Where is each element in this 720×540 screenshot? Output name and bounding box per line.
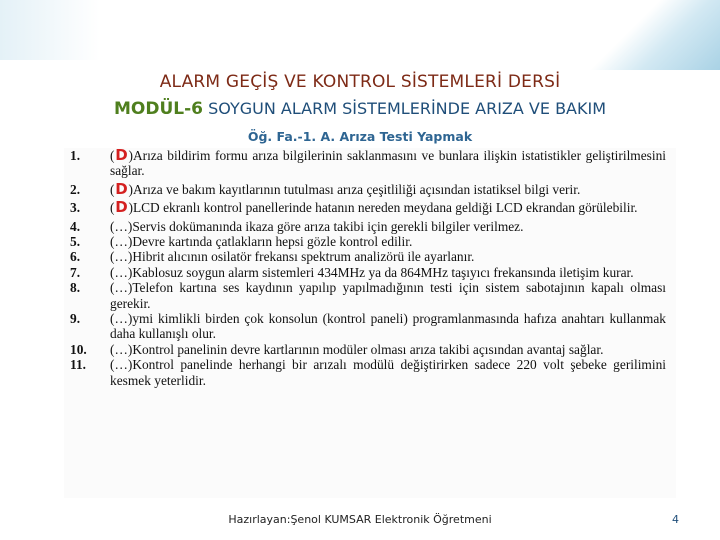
question-text: Telefon kartına ses kaydının yapılıp yapılmadığının testi için sistem sabotajının kapalı olması gerekir. (110, 280, 666, 311)
answer-mark: D (115, 146, 128, 164)
header-decoration-left (0, 0, 100, 60)
answer-bracket-open: (…) (110, 280, 133, 296)
question-number: 8. (70, 280, 81, 296)
question-text: Hibrit alıcının osilatör frekansı spektrum analizörü ile ayarlanır. (132, 249, 475, 265)
answer-bracket-open: (…) (110, 341, 133, 357)
question-number: 2. (70, 181, 81, 197)
question-text: Kablosuz soygun alarm sistemleri 434MHz ya da 864MHz taşıyıcı frekansında iletişim kurar. (132, 264, 634, 280)
question-item (64, 342, 676, 357)
answer-bracket-open: (…) (110, 357, 133, 373)
question-text: Servis dokümanında ikaza göre arıza takibi için gerekli bilgiler verilmez. (132, 218, 524, 234)
section-title: Öğ. Fa.-1. A. Arıza Testi Yapmak (247, 129, 473, 144)
question-list (64, 148, 676, 498)
question-text: ymi kimlikli birden çok konsolun (kontrol paneli) programlanmasında hafıza anahtarı kullanmak daha kullanışlı olur. (110, 311, 666, 342)
question-text: Kontrol panelinde herhangi bir arızalı modülü değiştirirken sadece 220 volt şebeke gerilimini kesmek yeterlidir. (110, 357, 666, 388)
question-item (64, 219, 676, 234)
header-decoration-corner (590, 0, 720, 70)
question-item (64, 311, 676, 342)
question-number: 1. (70, 148, 81, 163)
module-title: SOYGUN ALARM SİSTEMLERİNDE ARIZA VE BAKIM (208, 99, 606, 118)
question-item (64, 265, 676, 280)
question-item (64, 179, 676, 198)
question-text: LCD ekranlı kontrol panellerinde hatanın nereden meydana geldiği LCD ekrandan görülebilir. (132, 200, 638, 216)
course-title: ALARM GEÇİŞ VE KONTROL SİSTEMLERİ DERSİ (159, 72, 561, 92)
answer-bracket-open: (…) (110, 264, 133, 280)
answer-bracket-close: ) (128, 200, 133, 216)
question-number: 9. (70, 311, 81, 327)
answer-bracket-open: (…) (110, 218, 133, 234)
question-text: Devre kartında çatlakların hepsi gözle kontrol edilir. (132, 234, 413, 250)
question-item (64, 200, 676, 215)
question-item (64, 234, 676, 249)
answer-bracket-open: ( (110, 148, 115, 163)
answer-bracket-close: ) (128, 181, 133, 197)
question-number: 3. (70, 200, 81, 216)
answer-bracket-open: (…) (110, 234, 133, 250)
module-label: MODÜL-6 (113, 99, 203, 119)
question-number: 10. (70, 341, 87, 357)
question-item (64, 249, 676, 264)
answer-bracket-open: (…) (110, 249, 133, 265)
question-text: Arıza ve bakım kayıtlarının tutulması arıza çeşitliliği açısından istatiksel bilgi verir. (132, 181, 581, 197)
module-heading (0, 99, 720, 119)
question-item (64, 280, 676, 311)
question-number: 11. (70, 357, 86, 373)
question-number: 7. (70, 264, 81, 280)
question-item (64, 357, 676, 388)
page-number: 4 (672, 513, 679, 526)
answer-bracket-close: ) (128, 148, 133, 163)
question-number: 4. (70, 218, 81, 234)
question-number: 6. (70, 249, 81, 265)
answer-mark: D (115, 179, 128, 198)
question-text: Kontrol panelinin devre kartlarının modüler olması arıza takibi açısından avantaj sağlar. (132, 341, 604, 357)
answer-bracket-open: ( (110, 200, 115, 216)
question-item (64, 148, 676, 179)
question-text: Arıza bildirim formu arıza bilgilerinin saklanmasını ve bunlara ilişkin istatistikler geliştirilmesini sağlar. (110, 148, 666, 179)
footer-author: Hazırlayan:Şenol KUMSAR Elektronik Öğretmeni (228, 513, 492, 526)
answer-bracket-open: ( (110, 181, 115, 197)
question-number: 5. (70, 234, 81, 250)
answer-mark: D (115, 198, 128, 217)
answer-bracket-open: (…) (110, 311, 133, 327)
